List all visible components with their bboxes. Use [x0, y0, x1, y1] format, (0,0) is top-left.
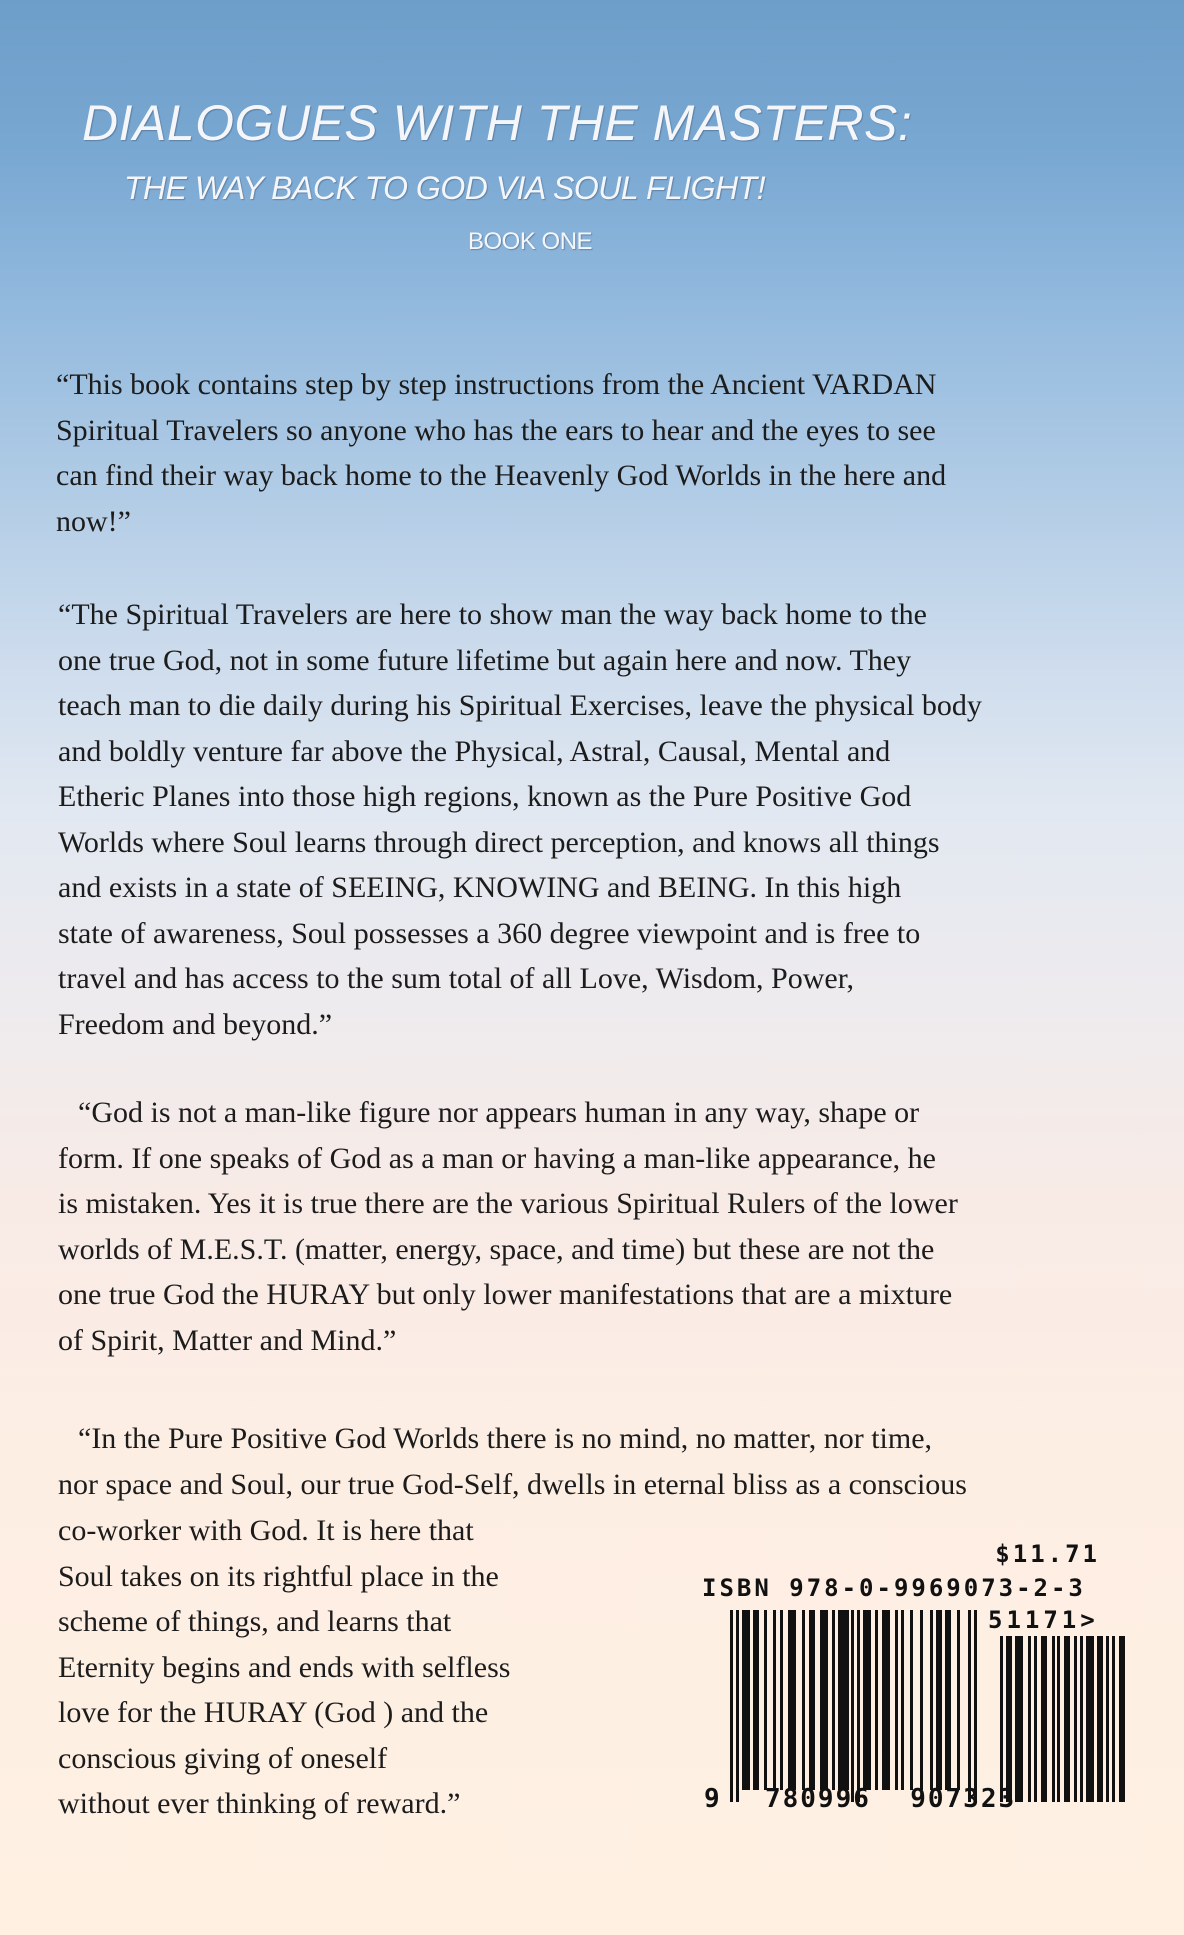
book-number: BOOK ONE [468, 228, 593, 255]
text-line: travel and has access to the sum total of all Love, Wisdom, Power, [58, 962, 855, 995]
text-line: Worlds where Soul learns through direct perception, and knows all things [58, 825, 940, 859]
text-line: co-worker with God. It is here that [58, 1514, 474, 1547]
text-line: Freedom and beyond.” [58, 1007, 333, 1041]
text-line: Etheric Planes into those high regions, known as the Pure Positive God [58, 780, 912, 813]
ean-group-1: 780996 [764, 1784, 871, 1814]
text-line: form. If one speaks of God as a man or having a man-like appearance, he [58, 1141, 936, 1175]
text-line: of Spirit, Matter and Mind.” [58, 1323, 397, 1357]
text-line: “In the Pure Positive God Worlds there is no mind, no matter, nor time, [78, 1422, 933, 1455]
text-line: without ever thinking of reward.” [58, 1787, 461, 1820]
text-line: “This book contains step by step instructions from the Ancient VARDAN [56, 368, 937, 401]
text-line: and exists in a state of SEEING, KNOWING and BEING. In this high [58, 871, 902, 904]
blurb-paragraph-4-continued [58, 1508, 618, 1827]
text-line: love for the HURAY (God ) and the [58, 1696, 489, 1729]
addon-barcode-icon [1000, 1636, 1126, 1802]
isbn-label: ISBN 978-0-9969073-2-3 [702, 1574, 1086, 1602]
book-subtitle: THE WAY BACK TO GOD VIA SOUL FLIGHT! [124, 170, 766, 206]
text-line: Spiritual Travelers so anyone who has the ears to hear and the eyes to see [56, 413, 936, 447]
blurb-paragraph-2 [58, 592, 1118, 1047]
text-line: one true God, not in some future lifetime but again here and now. They [58, 643, 912, 677]
text-line: conscious giving of oneself [58, 1741, 388, 1775]
text-line: can find their way back home to the Heavenly God Worlds in the here and [56, 459, 947, 492]
blurb-paragraph-3 [58, 1090, 1118, 1363]
text-line: state of awareness, Soul possesses a 360 degree viewpoint and is free to [58, 916, 921, 950]
text-line: scheme of things, and learns that [58, 1605, 452, 1638]
text-line: one true God the HURAY but only lower manifestations that are a mixture [58, 1278, 953, 1311]
addon-code-label: 51171> [988, 1606, 1099, 1634]
text-line: “God is not a man-like figure nor appears human in any way, shape or [78, 1096, 920, 1129]
text-line: and boldly venture far above the Physical, Astral, Causal, Mental and [58, 734, 891, 768]
text-line: Soul takes on its rightful place in the [58, 1559, 499, 1593]
text-line: teach man to die daily during his Spiritual Exercises, leave the physical body [58, 689, 982, 722]
text-line: is mistaken. Yes it is true there are the various Spiritual Rulers of the lower [58, 1187, 958, 1220]
text-line: nor space and Soul, our true God-Self, dwells in eternal bliss as a conscious [58, 1467, 967, 1501]
price-label: $11.71 [995, 1540, 1100, 1568]
blurb-paragraph-4 [58, 1416, 1118, 1507]
ean-digits [704, 1784, 1016, 1814]
ean-first-digit: 9 [704, 1784, 722, 1814]
ean-barcode-icon [730, 1610, 980, 1802]
book-title: DIALOGUES WITH THE MASTERS: [82, 95, 913, 151]
text-line: now!” [56, 504, 131, 538]
blurb-paragraph-1 [56, 362, 1116, 544]
text-line: worlds of M.E.S.T. (matter, energy, space, and time) but these are not the [58, 1232, 935, 1266]
isbn-barcode-block [690, 1540, 1130, 1830]
text-line: Eternity begins and ends with selfless [58, 1650, 511, 1684]
text-line: “The Spiritual Travelers are here to show man the way back home to the [58, 598, 927, 631]
ean-group-2: 907323 [910, 1784, 1017, 1814]
